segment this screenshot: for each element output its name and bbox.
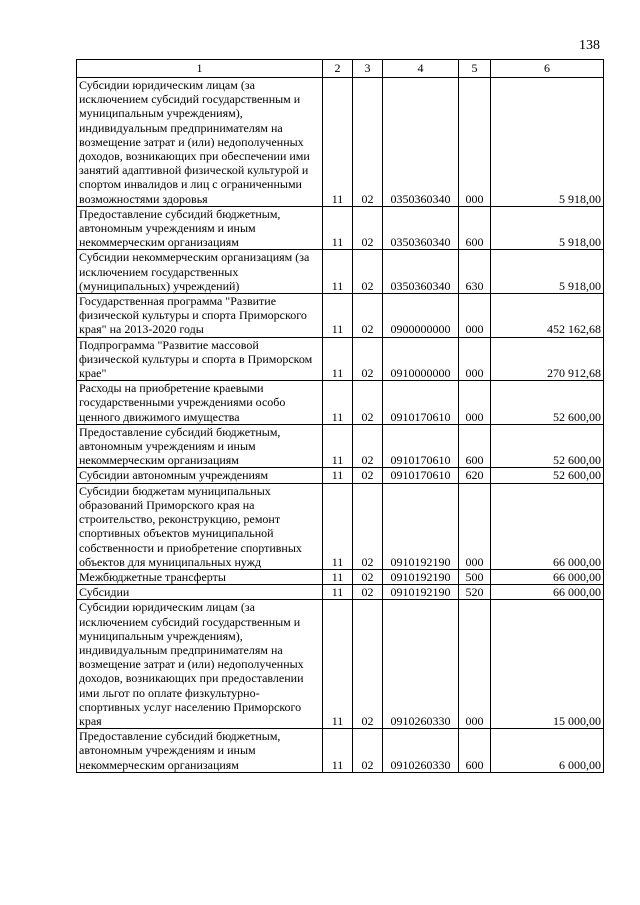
row-subsection: 02: [353, 337, 383, 381]
row-amount: 52 600,00: [491, 468, 604, 483]
row-subsection: 02: [353, 600, 383, 729]
table-row: [77, 206, 604, 250]
table-header-row: [77, 60, 604, 78]
row-amount: 66 000,00: [491, 585, 604, 600]
table-row: [77, 585, 604, 600]
row-name: Субсидии автономным учреждениям: [77, 468, 323, 483]
row-name: Субсидии бюджетам муниципальных образований Приморского края на строительство, реконструкцию, ремонт спортивных объектов муниципальной собственности и приобретение спортивных объектов для муниципальных нужд: [77, 483, 323, 569]
row-name: Подпрограмма "Развитие массовой физической культуры и спорта в Приморском крае": [77, 337, 323, 381]
row-target-article: 0350360340: [383, 250, 459, 294]
row-target-article: 0910192190: [383, 483, 459, 569]
row-section: 11: [323, 337, 353, 381]
row-target-article: 0910260330: [383, 600, 459, 729]
table-row: [77, 729, 604, 773]
row-subsection: 02: [353, 250, 383, 294]
row-name: Расходы на приобретение краевыми государственными учреждениями особо ценного движимого имущества: [77, 381, 323, 425]
header-col-4: 4: [383, 60, 459, 78]
row-section: 11: [323, 424, 353, 468]
header-col-3: 3: [353, 60, 383, 78]
row-name: Предоставление субсидий бюджетным, автономным учреждениям и иным некоммерческим организациям: [77, 729, 323, 773]
row-expense-type: 620: [459, 468, 491, 483]
row-section: 11: [323, 585, 353, 600]
row-section: 11: [323, 294, 353, 338]
row-subsection: 02: [353, 78, 383, 207]
row-amount: 5 918,00: [491, 250, 604, 294]
row-amount: 52 600,00: [491, 381, 604, 425]
table-row: [77, 78, 604, 207]
row-section: 11: [323, 78, 353, 207]
row-expense-type: 520: [459, 585, 491, 600]
row-subsection: 02: [353, 206, 383, 250]
row-subsection: 02: [353, 468, 383, 483]
row-target-article: 0350360340: [383, 78, 459, 207]
row-expense-type: 000: [459, 294, 491, 338]
row-expense-type: 000: [459, 483, 491, 569]
table-row: [77, 483, 604, 569]
row-target-article: 0900000000: [383, 294, 459, 338]
row-section: 11: [323, 206, 353, 250]
table-row: [77, 424, 604, 468]
header-col-6: 6: [491, 60, 604, 78]
row-name: Субсидии юридическим лицам (за исключением субсидий государственным и муниципальным учреждениям), индивидуальным предпринимателям на возмещение затрат и (или) недополученных доходов, возникающих при обеспечении ими занятий адаптивной физической культурой и спортом инвалидов и лиц с ограниченными возможностями здоровья: [77, 78, 323, 207]
row-expense-type: 630: [459, 250, 491, 294]
row-section: 11: [323, 250, 353, 294]
row-amount: 52 600,00: [491, 424, 604, 468]
row-name: Предоставление субсидий бюджетным, автономным учреждениям и иным некоммерческим организациям: [77, 424, 323, 468]
row-target-article: 0350360340: [383, 206, 459, 250]
row-expense-type: 000: [459, 381, 491, 425]
table-body: [77, 78, 604, 773]
row-expense-type: 600: [459, 424, 491, 468]
row-section: 11: [323, 381, 353, 425]
row-amount: 5 918,00: [491, 78, 604, 207]
table-row: [77, 381, 604, 425]
row-expense-type: 000: [459, 337, 491, 381]
table-row: [77, 569, 604, 584]
row-target-article: 0910170610: [383, 468, 459, 483]
row-name: Предоставление субсидий бюджетным, автономным учреждениям и иным некоммерческим организациям: [77, 206, 323, 250]
row-name: Субсидии юридическим лицам (за исключением субсидий государственным и муниципальным учреждениям), индивидуальным предпринимателям на возмещение затрат и (или) недополученных доходов, возникающих при предоставлении ими льгот по оплате физкультурно-спортивных услуг населению Приморского края: [77, 600, 323, 729]
row-target-article: 0910260330: [383, 729, 459, 773]
row-amount: 6 000,00: [491, 729, 604, 773]
row-section: 11: [323, 600, 353, 729]
row-amount: 5 918,00: [491, 206, 604, 250]
row-amount: 15 000,00: [491, 600, 604, 729]
row-subsection: 02: [353, 483, 383, 569]
row-target-article: 0910192190: [383, 585, 459, 600]
row-subsection: 02: [353, 424, 383, 468]
row-subsection: 02: [353, 585, 383, 600]
row-expense-type: 600: [459, 729, 491, 773]
row-amount: 66 000,00: [491, 569, 604, 584]
table-row: [77, 250, 604, 294]
row-target-article: 0910000000: [383, 337, 459, 381]
row-section: 11: [323, 569, 353, 584]
row-subsection: 02: [353, 381, 383, 425]
row-section: 11: [323, 468, 353, 483]
budget-table: [76, 59, 604, 773]
header-col-2: 2: [323, 60, 353, 78]
page-number: 138: [579, 38, 600, 53]
row-subsection: 02: [353, 729, 383, 773]
row-section: 11: [323, 729, 353, 773]
row-name: Субсидии: [77, 585, 323, 600]
table-row: [77, 600, 604, 729]
header-col-5: 5: [459, 60, 491, 78]
table-row: [77, 337, 604, 381]
table-row: [77, 468, 604, 483]
row-target-article: 0910170610: [383, 381, 459, 425]
row-section: 11: [323, 483, 353, 569]
row-target-article: 0910170610: [383, 424, 459, 468]
row-name: Межбюджетные трансферты: [77, 569, 323, 584]
row-expense-type: 600: [459, 206, 491, 250]
header-col-1: 1: [77, 60, 323, 78]
row-name: Субсидии некоммерческим организациям (за исключением государственных (муниципальных) учреждений): [77, 250, 323, 294]
row-name: Государственная программа "Развитие физической культуры и спорта Приморского края" на 2013-2020 годы: [77, 294, 323, 338]
table-row: [77, 294, 604, 338]
row-target-article: 0910192190: [383, 569, 459, 584]
row-amount: 66 000,00: [491, 483, 604, 569]
row-subsection: 02: [353, 294, 383, 338]
row-expense-type: 500: [459, 569, 491, 584]
row-expense-type: 000: [459, 600, 491, 729]
row-amount: 452 162,68: [491, 294, 604, 338]
row-expense-type: 000: [459, 78, 491, 207]
row-subsection: 02: [353, 569, 383, 584]
row-amount: 270 912,68: [491, 337, 604, 381]
